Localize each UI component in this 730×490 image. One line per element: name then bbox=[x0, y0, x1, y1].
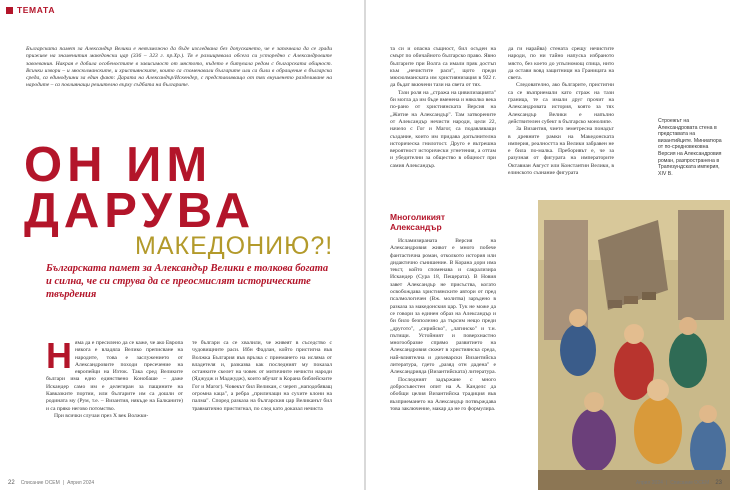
left-page bbox=[0, 0, 364, 490]
right-column-1 bbox=[390, 46, 496, 170]
left-magazine-name: Списание ОСЕМ bbox=[20, 480, 60, 486]
right-col1-text2: Тази роля на „стража на цивилизацията" би могла да им бъде вменена и няколко века по-рано от християнската Версия на „Житие на Александър". Там затворените от Александър нечисти народи, цели 22, начело с Гог и Магог, са подавляващи създание, които им придава допълнителна историческа гнилотост. Друго е вътрешна вероятност исторически угнетения, а оттам и убедителни за общество в общност при самия Александър. bbox=[390, 89, 496, 169]
right-column-2 bbox=[508, 46, 614, 177]
right-col1-bottom-text: Исламизираната Версия на Александровия живот е много побече фантастична роман, отколкото история или дидактично сънишение. В Корана дори има текст, който споменава и сакрализира Искандер (Сура 18, Пещерата). В Новия завет Александър не присъства, когато освобождава християнските автори от пред псалмологичен (Вж. молитва) заръдено в разказа за македонския цар. Тук не може да се говори за единен образ на Александър и би било безполезно да търсим нещо преди „другото", „сирийско", „латинско" и т.н. пътищи. Устойният и поверхнастно многообразие спрямо развитието на Александровия сюжет в християнска среда, най-влиятелна и дихеварски Византийска литература, гдето „разяд отн дадена" е Александрияда (Византийската) литература. bbox=[390, 238, 496, 376]
left-column-1 bbox=[46, 335, 183, 420]
right-col2-text2: Следователно, ако българите, пристигни са се възприемали като страж на тази граница, те са имали друг прочит на Александровата история, която за тях Александър Велики е напълно действителен субект в българско монолипе. bbox=[508, 82, 614, 125]
right-col2-text: да ги нарайва) стената срещу нечистите народи, по ни тайно напуска избраното място, без което до упълномощ спица, нито да остави вовд защитници на Границата на света. bbox=[508, 46, 614, 82]
left-footer bbox=[8, 480, 94, 486]
right-col1-bottom-text2: Последният задържане с много добросъвестен опит на А. Канделс да обобщи целия Византийска традиция във възприемането на Александър потвърждава това заключение, макар да не го формулира. bbox=[390, 376, 496, 412]
right-footer bbox=[636, 480, 722, 486]
left-col1-text: яма да е пресилено да се каже, че ако Европа някога е владяла Велико преписване на народите, това е заслужението от Александровите походи пресечение на европейци на Изток. Така сред Великите българи има едно единствено Конобаше – даже Искандер само им е делегиран за пащините на Кавказките портии, или българите им са дошли от родината му (Рум, т.е. – Византия, някъде на Балканите) и са пряко негово потомство. bbox=[46, 340, 183, 412]
left-footer-date: Април 2024 bbox=[67, 480, 95, 486]
headline-line1: ОН ИМ bbox=[24, 138, 213, 192]
section-label: ТЕМАТА bbox=[17, 5, 56, 15]
left-column-2 bbox=[192, 340, 332, 413]
left-page-number: 22 bbox=[8, 480, 15, 486]
right-footer-date: Април 2024 bbox=[635, 480, 663, 486]
right-col2-text3: За Византия, чието земетресна понадът в древните рамки на Македонската империя, реалността на Велики забравен не е била по-малка. Преборивът е, че за разузная от фигурата на императорите Октавиан Август или Константин Велики, в елинското съзнание фигурата bbox=[508, 126, 614, 177]
drop-cap: Н bbox=[46, 335, 72, 376]
right-page bbox=[366, 0, 730, 490]
left-footer-divider: | bbox=[62, 480, 65, 486]
image-caption: Строежът на Александровата стена в представата на византийците. Миниатюра от по-средновековна Версия на Александровия роман, разпространена в Трапезундската империя, XIV В. bbox=[658, 118, 722, 177]
right-subhead: Многоликият Александър bbox=[390, 212, 446, 232]
right-column-1-lower bbox=[390, 204, 496, 413]
fresco-illustration bbox=[538, 200, 730, 490]
section-square-icon bbox=[6, 7, 13, 14]
right-magazine-name: Списание ОСЕМ bbox=[670, 480, 710, 486]
left-col2-text: те българи са се хвалили, че живеят в съседство с чудовищните раси. Ибн Фадлан, който пристигна във Волжка България във връзка с приемането на исляма от владетеля и, разказва как последният му показал останките скелет на човек от митичните нечисти народи (Яджудж и Маджудж), които вбучат в Корана библейските Гог и Магог). Човекът бил Великан, с череп „наподобяващ огромна каца", а ребра „приличащи на сухите клони на палма". Според разказа на българския цар Великанът бил травматично пристигнал, по след като доказал нечиста bbox=[192, 340, 332, 412]
right-page-number: 23 bbox=[715, 480, 722, 486]
left-col1-text2: При всички случаи през Х век Волжки- bbox=[54, 412, 149, 419]
article-subhead: Българската памет за Александър Велики е толкова богата и силна, че си струва да се преосмислят историческите твърдения bbox=[46, 263, 329, 300]
right-footer-divider: | bbox=[665, 480, 668, 486]
intro-paragraph: Българската памет за Александър Велики е невъзможно да бъде изследвана без допускането, че е започнала да се гради приживе на знаменития македонски цар (336 – 323 г. пр.Хр.). Тя е разширявала обсега си усторедно с Александровите завоевания. Накрая е добила особеностите в зависимост от мястото, където е битувала редом с българската общност. Всички извори – и мюсюлманските, и християнските, които са споменавали българите или са били в обращение в българска среда, са единодушни за един факт: Дарата на Александър/Искендер, с представляващо от тях внушенето разделиване на народите – са повлиянащи решително върху съдбата на българите. bbox=[26, 46, 332, 89]
right-col1-text: та си и опасна същност, бил осъден на смърт по обичайното българско право. Явно българите при Волга са имали пряк достъп към „нечистите раси", щото преди мюсюлманската им християнизация в 922 г. да бъдат вкючени тази на света от тях. bbox=[390, 46, 496, 89]
section-tag bbox=[6, 5, 55, 15]
fresco-svg bbox=[538, 200, 730, 490]
headline bbox=[24, 138, 256, 238]
headline-line2: ДАРУВА bbox=[24, 184, 256, 238]
headline-line3: МАКЕДОНИЮ?! bbox=[135, 232, 334, 260]
